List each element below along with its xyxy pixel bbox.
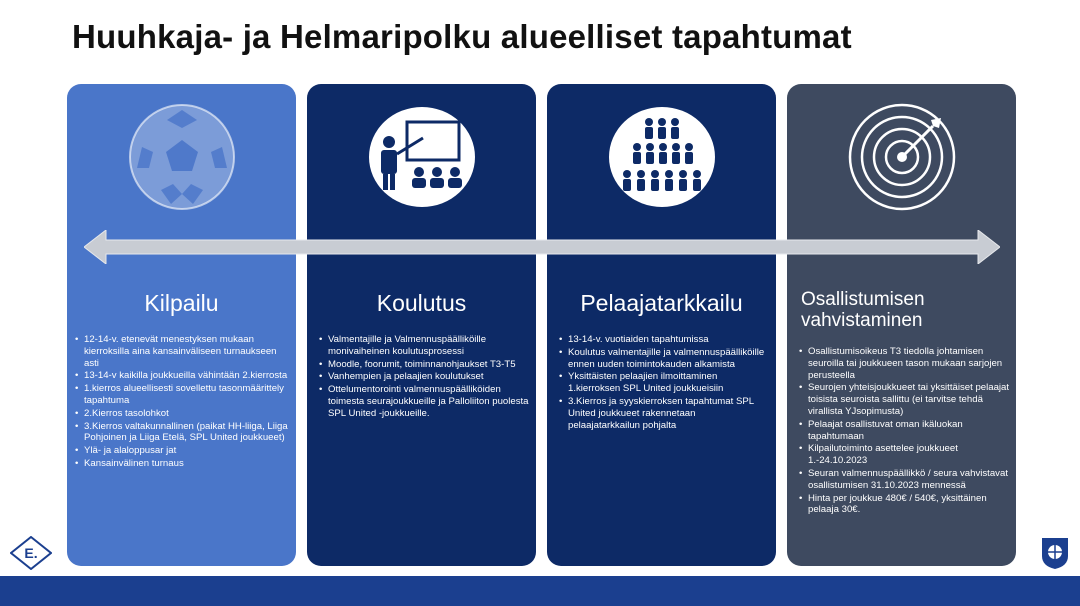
list-item: • 3.Kierros valtakunnallinen (paikat HH-liiga, Liiga Pohjoinen ja Liiga Etelä, SPL United joukkueet) (75, 421, 290, 445)
list-item: • Osallistumisoikeus T3 tiedolla johtamisen seuroilla tai joukkueen tason mukaan sarjojen perusteella (799, 346, 1010, 381)
list-item: • Hinta per joukkue 480€ / 540€, yksittäinen pelaaja 30€. (799, 493, 1010, 517)
list-item: • Ottelumentorointi valmennuspäälliköiden toimesta seurajoukkueille ja Palloliiton puolesta SPL United -joukkueille. (319, 384, 530, 419)
e-logo (10, 536, 52, 570)
card-koulutus (307, 84, 536, 566)
palloliitto-logo (1040, 536, 1070, 570)
card-list (75, 334, 290, 471)
card-osallistumisen-vahvistaminen (787, 84, 1016, 566)
list-item: • Seurojen yhteisjoukkueet tai yksittäiset pelaajat toisista seuroista sallittu (ei tarvitse tehdä virallista YJsopimusta) (799, 382, 1010, 417)
teacher-whiteboard-icon (367, 102, 477, 212)
list-item: • Kansainvälinen turnaus (75, 458, 290, 470)
list-item: • 3.Kierros ja syyskierroksen tapahtumat SPL United joukkueet rakennetaan pelaajatarkkailun pohjalta (559, 396, 770, 431)
list-item: • Moodle, foorumit, toiminnanohjaukset T3-T5 (319, 359, 530, 371)
card-pelaajatarkkailu (547, 84, 776, 566)
list-item: • Vanhempien ja pelaajien koulutukset (319, 371, 530, 383)
list-item: • 13-14-v. vuotiaiden tapahtumissa (559, 334, 770, 346)
football-icon (127, 102, 237, 212)
timeline-arrow (84, 230, 1000, 264)
card-heading: Pelaajatarkkailu (580, 290, 743, 316)
page-title: Huuhkaja- ja Helmaripolku alueelliset tapahtumat (72, 18, 852, 55)
card-list (799, 346, 1010, 517)
list-item: • 12-14-v. etenevät menestyksen mukaan kierroksilla aina kansainväliseen turnaukseen asti (75, 334, 290, 369)
card-heading: Koulutus (376, 290, 467, 316)
svg-text:E.: E. (24, 545, 38, 561)
player-group-icon (607, 102, 717, 212)
list-item: • Koulutus valmentajille ja valmennuspäälliköille ennen uuden toimintokauden alkamista (559, 347, 770, 371)
card-heading: Osallistumisen vahvistaminen (801, 289, 925, 331)
list-item: • 1.kierros alueellisesti sovellettu tasonmäärittely tapahtuma (75, 383, 290, 407)
card-kilpailu (67, 84, 296, 566)
list-item: • Ylä- ja alaloppusar jat (75, 445, 290, 457)
list-item: • Valmentajille ja Valmennuspäälliköille monivaiheinen koulutusprosessi (319, 334, 530, 358)
list-item: • Pelaajat osallistuvat oman ikäluokan tapahtumaan (799, 419, 1010, 443)
card-list (559, 334, 770, 432)
target-dart-icon (847, 102, 957, 212)
card-list (319, 334, 530, 421)
footer-bar (0, 576, 1080, 606)
list-item: • 2.Kierros tasolohkot (75, 408, 290, 420)
list-item: • Kilpailutoiminto asettelee joukkueet 1.-24.10.2023 (799, 443, 1010, 467)
list-item: • 13-14-v kaikilla joukkueilla vähintään 2.kierrosta (75, 370, 290, 382)
card-heading: Kilpailu (144, 290, 219, 316)
list-item: • Seuran valmennuspäällikkö / seura vahvistavat osallistumisen 31.10.2023 mennessä (799, 468, 1010, 492)
list-item: • Yksittäisten pelaajien ilmoittaminen 1.kierroksen SPL United joukkueisiin (559, 371, 770, 395)
